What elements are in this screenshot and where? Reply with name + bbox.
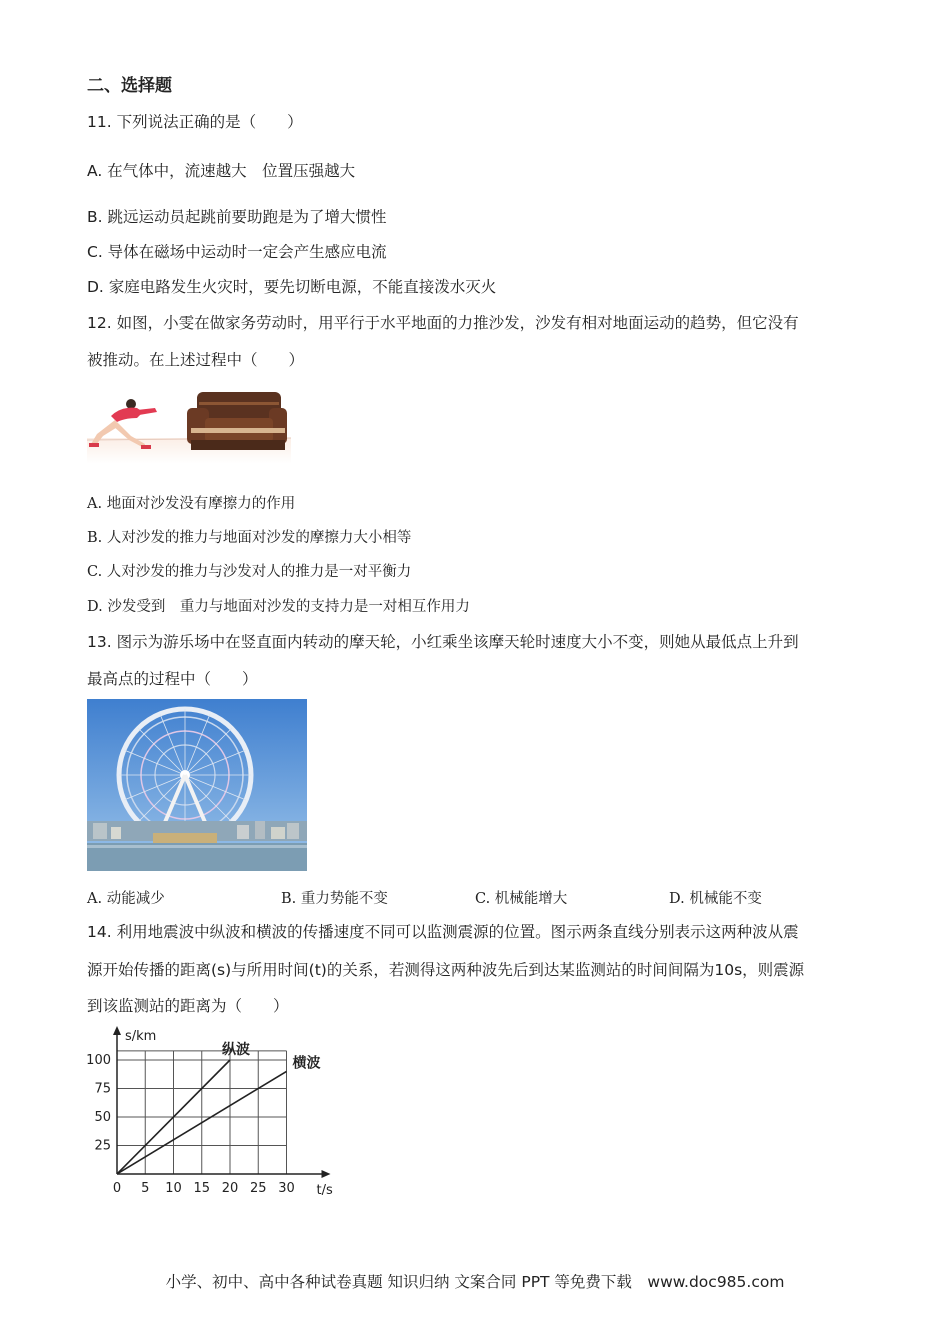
q12-stem-line1: 12. 如图，小雯在做家务劳动时，用平行于水平地面的力推沙发，沙发有相对地面运动的趋势，但它没有 (87, 314, 799, 332)
x-tick-label: 15 (193, 1181, 211, 1196)
q11-option-c: C. 导体在磁场中运动时一定会产生感应电流 (87, 243, 387, 261)
sofa-push-image (87, 382, 291, 464)
series-label-0: 纵波 (222, 1042, 250, 1058)
series-label-1: 横波 (292, 1055, 321, 1072)
q13-option-a: A. 动能减少 (87, 891, 165, 907)
q13-stem-line1: 13. 图示为游乐场中在竖直面内转动的摩天轮，小红乘坐该摩天轮时速度大小不变，则她从最低点上升到 (87, 633, 799, 651)
x-axis-label: t/s (316, 1183, 333, 1198)
x-tick-label: 10 (165, 1181, 182, 1196)
x-tick-label: 20 (221, 1181, 239, 1196)
x-tick-label: 25 (249, 1181, 267, 1196)
x-tick-label: 5 (141, 1181, 150, 1196)
q13-option-d: D. 机械能不变 (669, 891, 762, 907)
q12-option-a: A. 地面对沙发没有摩擦力的作用 (87, 496, 296, 512)
q11-option-d: D. 家庭电路发生火灾时，要先切断电源，不能直接泼水灭火 (87, 278, 497, 296)
q14-stem-line3: 到该监测站的距离为（ ） (87, 997, 289, 1015)
q12-option-b: B. 人对沙发的推力与地面对沙发的摩擦力大小相等 (87, 530, 412, 546)
q11-option-a: A. 在气体中，流速越大 位置压强越大 (87, 162, 356, 180)
section-title: 二、选择题 (87, 76, 172, 96)
y-axis-label: s/km (125, 1029, 157, 1044)
q13-stem-line2: 最高点的过程中（ ） (87, 670, 258, 688)
q12-option-c: C. 人对沙发的推力与沙发对人的推力是一对平衡力 (87, 564, 412, 580)
y-tick-label: 75 (94, 1081, 111, 1097)
page-footer: 小学、初中、高中各种试卷真题 知识归纳 文案合同 PPT 等免费下载 www.doc985.com (165, 1273, 785, 1291)
q12-stem-line2: 被推动。在上述过程中（ ） (87, 351, 305, 369)
ferris-wheel-image (87, 699, 307, 871)
x-tick-label: 0 (112, 1181, 122, 1196)
x-axis-arrow (322, 1170, 331, 1178)
x-tick-label: 30 (278, 1181, 295, 1196)
q12-option-d: D. 沙发受到 重力与地面对沙发的支持力是一对相互作用力 (87, 599, 470, 615)
y-axis-arrow (113, 1026, 121, 1035)
wave-chart (80, 1024, 340, 1204)
q11-stem: 11. 下列说法正确的是（ ） (87, 113, 303, 131)
q13-option-c: C. 机械能增大 (475, 891, 568, 907)
y-tick-label: 50 (94, 1110, 111, 1125)
y-tick-label: 100 (86, 1053, 111, 1068)
q11-option-b: B. 跳远运动员起跳前要助跑是为了增大惯性 (87, 208, 387, 226)
y-tick-label: 25 (94, 1138, 111, 1154)
q13-option-b: B. 重力势能不变 (281, 891, 388, 907)
q14-stem-line2: 源开始传播的距离(s)与所用时间(t)的关系，若测得这两种波先后到达某监测站的时间间隔为10s，则震源 (87, 961, 805, 979)
q14-stem-line1: 14. 利用地震波中纵波和横波的传播速度不同可以监测震源的位置。图示两条直线分别表示这两种波从震 (87, 923, 799, 941)
